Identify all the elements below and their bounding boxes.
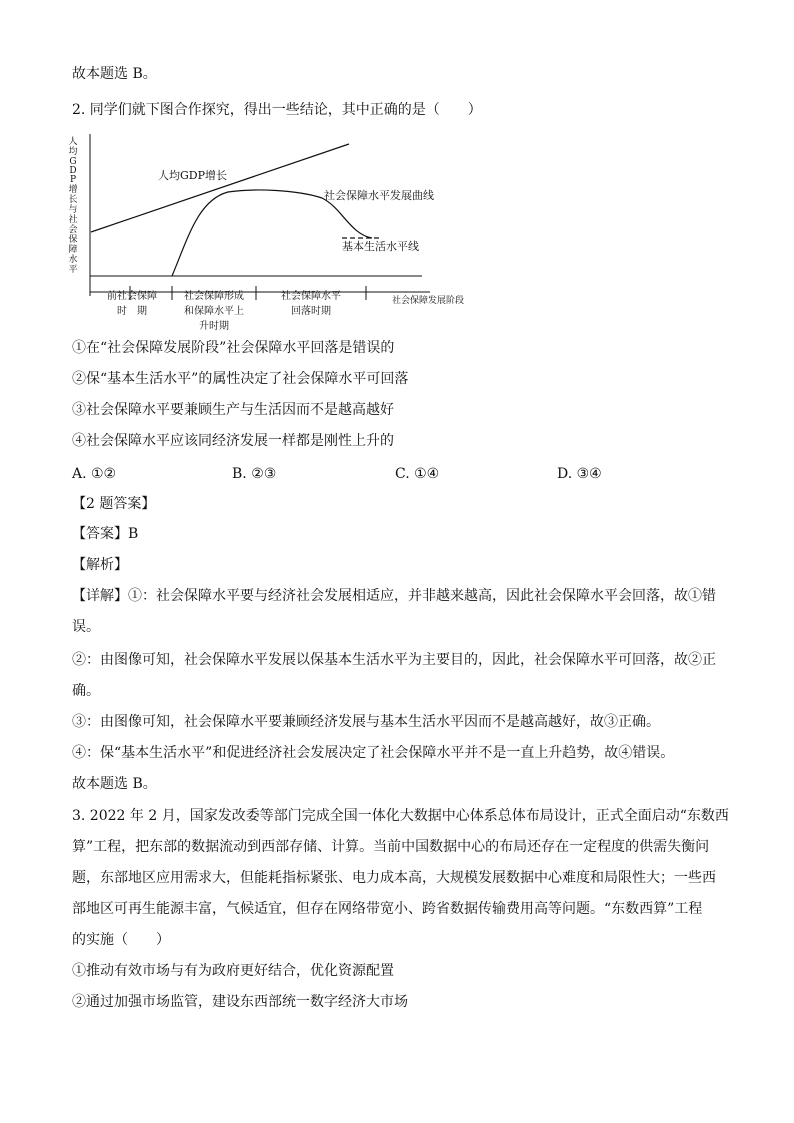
option-b: B. ②③ (232, 466, 277, 482)
question-3-line: 的实施（ ） (72, 932, 170, 948)
detail-line: 确。 (72, 683, 100, 699)
y-axis-char: 增 (68, 185, 78, 195)
y-axis-char: 均 (68, 147, 78, 157)
security-level-curve (172, 190, 372, 276)
question-3-line: 题，东部地区应用需求大，但能耗指标紧张、电力成本高，大规模发展数据中心难度和局限性大；一些西 (72, 870, 716, 886)
stage-label: 和保障水平上 (184, 306, 244, 317)
statement-3: ③社会保障水平要兼顾生产与生活因而不是越高越好 (72, 402, 394, 418)
y-axis-char: 会 (68, 225, 78, 235)
y-axis-char: 障 (68, 245, 78, 255)
curve-label: 社会保障水平发展曲线 (324, 189, 434, 202)
question-3-statement-1: ①推动有效市场与有为政府更好结合，优化资源配置 (72, 963, 394, 979)
option-a: A. ①② (72, 466, 117, 482)
question-3-line: 3. 2022 年 2 月，国家发改委等部门完成全国一体化大数据中心体系总体布局设计，正式全面启动“东数西 (72, 808, 729, 824)
detail-line: 【详解】①：社会保障水平要与经济社会发展相适应，并非越来越高，因此社会保障水平会回落，故①错 (72, 588, 716, 604)
analysis-header: 【解析】 (72, 557, 128, 573)
y-axis-char: 人 (68, 137, 78, 147)
detail-line: 误。 (72, 619, 100, 635)
stage-labels (107, 289, 341, 332)
detail-line: ③：由图像可知，社会保障水平要兼顾经济发展与基本生活水平因而不是越高越好，故③正确。 (72, 714, 660, 730)
y-axis-char: P (69, 175, 77, 185)
detail-line: ②：由图像可知，社会保障水平发展以保基本生活水平为主要目的，因此，社会保障水平可回落，故②正 (72, 652, 716, 668)
y-axis-char: 社 (68, 215, 78, 225)
y-axis-char: 平 (68, 265, 78, 275)
y-axis-char: D (69, 166, 77, 176)
statement-1: ①在“社会保障发展阶段”社会保障水平回落是错误的 (72, 340, 395, 356)
stage-label: 时 期 (117, 306, 147, 317)
statement-4: ④社会保障水平应该同经济发展一样都是刚性上升的 (72, 433, 394, 449)
y-axis-char: 水 (68, 255, 78, 265)
stage-label: 前社会保障 (107, 291, 157, 302)
y-axis-char: 保 (68, 235, 78, 245)
stage-label: 升时期 (199, 321, 229, 332)
y-axis-char: G (69, 157, 77, 167)
baseline-label: 基本生活水平线 (342, 240, 419, 253)
gdp-line-label: 人均GDP增长 (158, 169, 228, 182)
option-d: D. ③④ (557, 466, 602, 482)
social-security-diagram (60, 128, 490, 338)
y-axis-label (68, 135, 77, 275)
statement-2: ②保“基本生活水平”的属性决定了社会保障水平可回落 (72, 371, 409, 387)
x-axis-label: 社会保障发展阶段 (392, 296, 465, 306)
stage-label: 社会保障形成 (184, 291, 244, 302)
question-3-statement-2: ②通过加强市场监管，建设东西部统一数字经济大市场 (72, 994, 408, 1010)
previous-conclusion: 故本题选 B。 (72, 66, 157, 82)
stage-label: 回落时期 (291, 306, 331, 317)
question-2-stem: 2. 同学们就下图合作探究，得出一些结论，其中正确的是（ ） (72, 102, 482, 118)
answer-header: 【2 题答案】 (72, 496, 156, 512)
detail-line: ④：保“基本生活水平”和促进经济社会发展决定了社会保障水平并不是一直上升趋势，故④错误。 (72, 745, 675, 761)
gdp-growth-line (91, 144, 349, 232)
y-axis-char: 长 (68, 195, 78, 205)
stage-label: 社会保障水平 (281, 291, 341, 302)
option-c: C. ①④ (395, 466, 440, 482)
question-3-line: 算”工程，把东部的数据流动到西部存储、计算。当前中国数据中心的布局还存在一定程度的供需失衡问 (72, 839, 710, 855)
answer: 【答案】B (72, 526, 139, 542)
y-axis-char: 与 (68, 205, 78, 215)
question-3-line: 部地区可再生能源丰富，气候适宜，但存在网络带宽小、跨省数据传输费用高等问题。“东数西算”工程 (72, 901, 703, 917)
detail-line: 故本题选 B。 (72, 776, 157, 792)
